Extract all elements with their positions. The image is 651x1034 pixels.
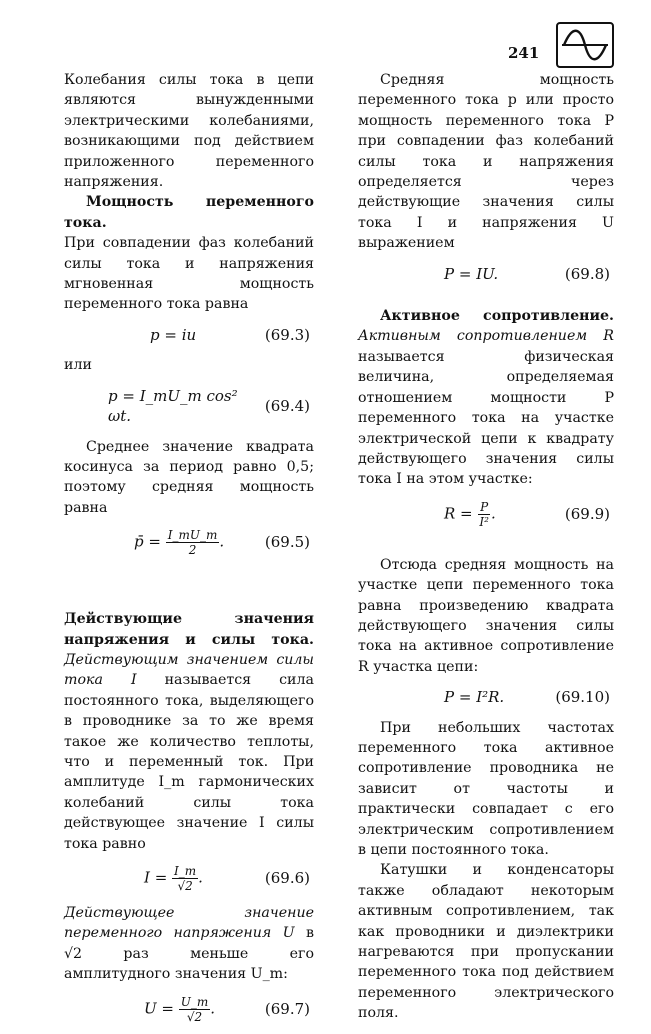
paragraph: Колебания силы тока в цепи являются вынужденными электрическими колебаниями, возникающими под действием приложенного переменного напряжения. xyxy=(64,72,314,191)
fraction-numerator: P xyxy=(480,499,489,514)
fraction-numerator: I_mU_m xyxy=(167,528,218,543)
fraction-denominator: √2 xyxy=(177,879,193,893)
fraction-denominator: √2 xyxy=(186,1009,203,1024)
connective-text: или xyxy=(64,357,92,374)
defined-term: Действующее значение переменного напряжения U xyxy=(64,905,314,942)
equation-number: (69.8) xyxy=(564,264,610,283)
formula-69-6 xyxy=(64,864,314,893)
fraction-numerator: U_m xyxy=(180,994,209,1009)
defined-term: Действующим значением силы тока I xyxy=(64,651,314,689)
equation-number: (69.7) xyxy=(264,999,310,1018)
formula-lhs: U = xyxy=(144,999,174,1018)
formula-expression: p = I_mU_m cos² ωt. xyxy=(108,386,238,426)
formula-69-8 xyxy=(358,264,614,284)
formula-lhs: p̄ = xyxy=(134,532,161,551)
paragraph: Катушки и конденсаторы также обладают некоторым активным сопротивлением, так как проводники и диэлектрики нагреваются при пропускании переменного тока под действием переменного электрического поля. xyxy=(358,862,614,1022)
fraction-numerator: I_m xyxy=(174,864,197,878)
equation-number: (69.5) xyxy=(264,533,310,552)
fraction xyxy=(166,528,220,557)
equation-number: (69.6) xyxy=(264,869,310,888)
formula-69-10 xyxy=(358,687,614,707)
equation-number: (69.4) xyxy=(264,396,310,415)
formula-69-5 xyxy=(64,528,314,557)
formula-expression: p = iu xyxy=(150,325,197,344)
paragraph: Среднее значение квадрата косинуса за период равно 0,5; поэтому средняя мощность равна xyxy=(64,438,314,516)
paragraph: в √2 раз меньше его амплитудного значения U_m: xyxy=(64,925,314,983)
formula-expression: P = IU. xyxy=(444,264,499,283)
formula-tail: . xyxy=(219,532,225,551)
paragraph: Средняя мощность переменного тока p или просто мощность переменного тока P при совпадении фаз колебаний силы тока и напряжения определяется через действующие значения силы тока I и напряжения U выражением xyxy=(358,72,614,252)
fraction xyxy=(172,864,198,893)
equation-number: (69.3) xyxy=(264,325,310,344)
formula-tail: . xyxy=(210,999,216,1018)
formula-tail: . xyxy=(490,504,496,523)
defined-term: Активным сопротивлением R xyxy=(358,328,614,345)
paragraph: При небольших частотах переменного тока активное сопротивление проводника не зависит от частоты и практически совпадает с его электрическим сопротивлением в цепи постоянного тока. xyxy=(358,719,614,858)
section-heading: Активное сопротивление. xyxy=(380,308,614,325)
fraction-denominator: I² xyxy=(479,514,489,529)
equation-number: (69.10) xyxy=(555,688,610,707)
formula-lhs: R = xyxy=(444,504,473,523)
paragraph: называется сила постоянного тока, выделяющего в проводнике за то же время такое же количество теплоты, что и переменный ток. При амплитуде I_m гармонических колебаний силы тока действующее значение I силы тока равно xyxy=(64,672,314,852)
formula-expression: P = I²R. xyxy=(444,688,505,707)
equation-number: (69.9) xyxy=(564,505,610,524)
paragraph: называется физическая величина, определяемая отношением мощности P переменного тока на участке электрической цепи к квадрату действующего значения силы тока I на этом участке: xyxy=(358,348,614,488)
formula-69-3 xyxy=(64,325,314,345)
formula-69-9 xyxy=(358,500,614,529)
formula-tail: . xyxy=(198,868,203,887)
formula-69-7 xyxy=(64,995,314,1024)
fraction xyxy=(179,995,211,1024)
formula-69-4 xyxy=(64,386,314,427)
page-number: 241 xyxy=(508,44,540,62)
paragraph: Отсюда средняя мощность на участке цепи переменного тока равна произведению квадрата действующего значения силы тока на активное сопротивление R участка цепи: xyxy=(358,556,614,675)
fraction-denominator: 2 xyxy=(188,543,197,558)
ac-sine-wave-icon xyxy=(556,22,614,68)
section-heading: Действующие значения напряжения и силы тока. xyxy=(64,611,314,648)
fraction xyxy=(477,500,491,529)
paragraph: При совпадении фаз колебаний силы тока и напряжения мгновенная мощность переменного тока равна xyxy=(64,235,314,313)
formula-lhs: I = xyxy=(144,868,168,887)
section-heading: Мощность переменного тока. xyxy=(64,194,314,231)
right-column xyxy=(358,70,614,1024)
left-column xyxy=(64,70,314,1034)
